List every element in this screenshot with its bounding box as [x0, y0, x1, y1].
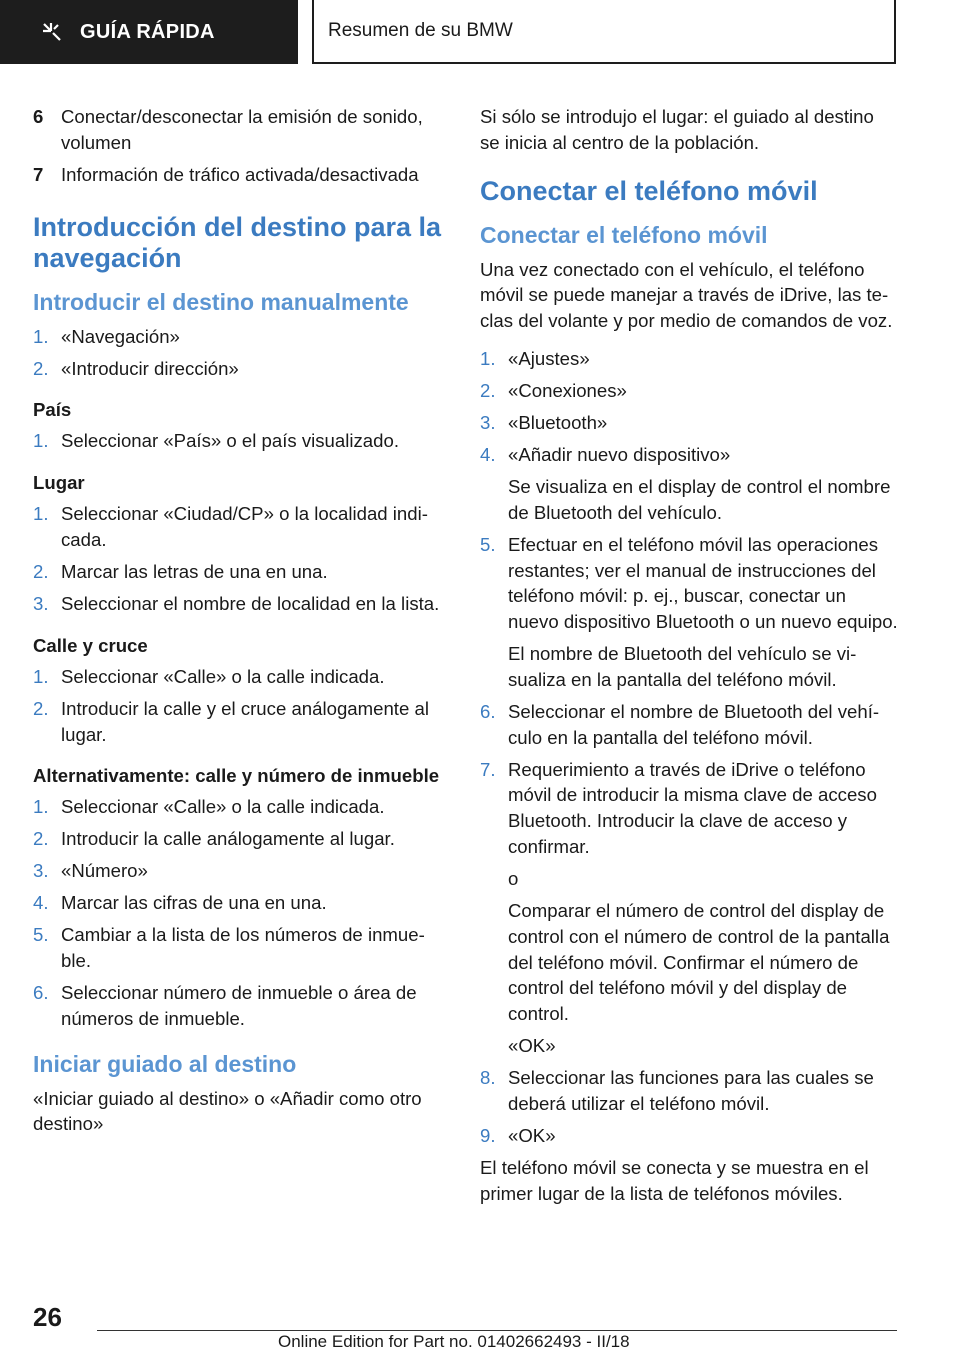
list-item: 2. Introducir la calle y el cruce análogamente al lugar.	[33, 697, 429, 745]
step-note: «OK»	[508, 1035, 556, 1057]
list-item: 1. «Navegación»	[33, 325, 180, 347]
step-note: El nombre de Bluetooth del vehículo se visualiza en la pantalla del teléfono móvil.	[508, 643, 857, 690]
star-icon	[40, 19, 66, 45]
list-item: 5. Cambiar a la lista de los números de inmueble.	[33, 924, 425, 972]
step-note: Comparar el número de control del display de control con el número de control de la pantalla del teléfono móvil. Confirmar el número de control del teléfono móvil y del display de control.	[508, 900, 890, 1025]
iniciar-text: «Iniciar guiado al destino» o «Añadir como otro destino»	[33, 1087, 422, 1135]
right-column	[480, 104, 898, 1213]
list-item: 6. Seleccionar el nombre de Bluetooth del vehículo en la pantalla del teléfono móvil.	[480, 700, 880, 748]
heading-pais: País	[33, 399, 72, 421]
list-item: 8. Seleccionar las funciones para las cuales se deberá utilizar el teléfono móvil.	[480, 1067, 874, 1114]
list-item: 6 Conectar/desconectar la emisión de sonido, volumen	[33, 106, 423, 153]
quick-guide-label: GUÍA RÁPIDA	[80, 20, 215, 43]
list-item: 3. «Número»	[33, 860, 148, 882]
edition-text: Online Edition for Part no. 01402662493 - II/18	[278, 1332, 630, 1351]
header-bar	[0, 0, 960, 66]
list-item: 3. «Bluetooth»	[480, 411, 608, 433]
footer-edition	[278, 1332, 630, 1352]
intro-text: Si sólo se introdujo el lugar: el guiado al destino se inicia al centro de la población.	[480, 106, 874, 153]
outro-text: El teléfono móvil se conecta y se muestra en el primer lugar de la lista de teléfonos móviles.	[480, 1156, 869, 1204]
list-item: 6. Seleccionar número de inmueble o área de números de inmueble.	[33, 982, 417, 1029]
subheading-phone: Conectar el teléfono móvil	[480, 221, 768, 248]
step-note: o	[508, 868, 519, 890]
list-item: 4. «Añadir nuevo dispositivo»	[480, 443, 731, 465]
list-item: 5. Efectuar en el teléfono móvil las operaciones restantes; ver el manual de instrucciones del teléfono móvil: p. ej., buscar, conectar un nuevo dispositivo Bluetooth o un nuevo equipo.	[480, 533, 898, 633]
heading-alternativa: Alternativamente: calle y número de inmueble	[33, 765, 440, 787]
list-item: 1. Seleccionar «País» o el país visualizado.	[33, 430, 399, 452]
list-item: 1. Seleccionar «Calle» o la calle indicada.	[33, 796, 385, 818]
list-item: 2. «Conexiones»	[480, 379, 627, 401]
heading-lugar: Lugar	[33, 472, 85, 494]
list-item: 4. Marcar las cifras de una en una.	[33, 892, 327, 914]
heading-manual: Introducir el destino manualmente	[33, 288, 409, 315]
list-item: 2. Marcar las letras de una en una.	[33, 560, 328, 582]
heading-destination: Introducción del destino para la navegación	[33, 211, 442, 273]
list-item: 3. Seleccionar el nombre de localidad en la lista.	[33, 592, 440, 614]
heading-phone: Conectar el teléfono móvil	[480, 175, 818, 206]
list-item: 7. Requerimiento a través de iDrive o teléfono móvil de introducir la misma clave de acceso Bluetooth. Introducir la clave de acceso y confirmar.	[480, 758, 877, 858]
page-number: 26	[33, 1302, 62, 1332]
list-item: 1. «Ajustes»	[480, 347, 590, 369]
list-item: 2. «Introducir dirección»	[33, 357, 239, 379]
list-item: 2. Introducir la calle análogamente al lugar.	[33, 828, 395, 850]
list-item: 1. Seleccionar «Ciudad/CP» o la localidad indicada.	[33, 503, 428, 550]
heading-calle: Calle y cruce	[33, 634, 148, 656]
heading-iniciar: Iniciar guiado al destino	[33, 1050, 297, 1077]
section-title: Resumen de su BMW	[312, 0, 896, 64]
phone-intro: Una vez conectado con el vehículo, el teléfono móvil se puede manejar a través de iDrive, las teclas del volante y por medio de comandos de voz.	[480, 258, 893, 332]
quick-guide-tab[interactable]	[0, 0, 298, 64]
list-item: 9. «OK»	[480, 1124, 556, 1146]
list-item: 1. Seleccionar «Calle» o la calle indicada.	[33, 665, 385, 687]
step-note: Se visualiza en el display de control el nombre de Bluetooth del vehículo.	[508, 475, 891, 523]
left-column	[33, 104, 445, 1143]
footer-divider	[97, 1330, 897, 1331]
list-item: 7 Información de tráfico activada/desactivada	[33, 163, 419, 185]
